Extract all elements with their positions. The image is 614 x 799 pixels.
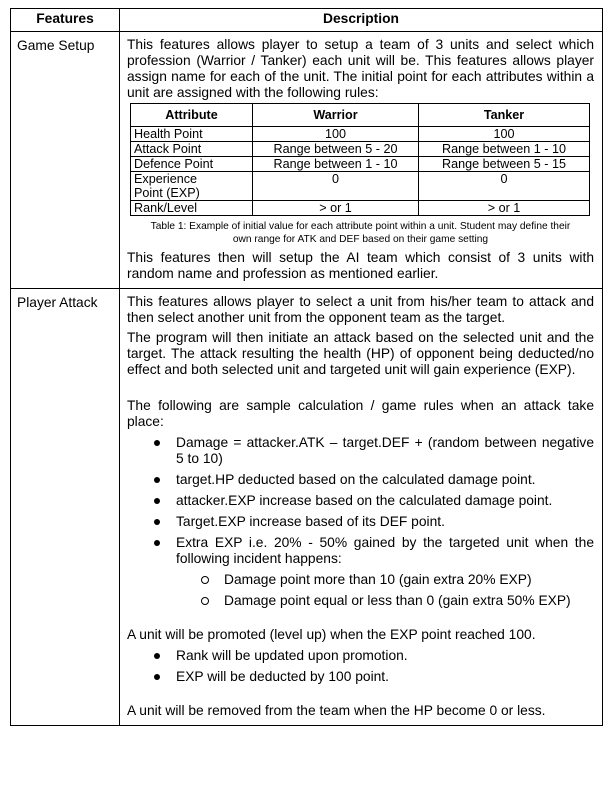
list-item: attacker.EXP increase based on the calculated damage point. <box>127 493 594 509</box>
list-item: Target.EXP increase based of its DEF point. <box>127 514 594 530</box>
tanker-value: Range between 1 - 10 <box>419 142 590 157</box>
warrior-col-header: Warrior <box>253 104 419 127</box>
tanker-col-header: Tanker <box>419 104 590 127</box>
list-item: Extra EXP i.e. 20% - 50% gained by the targeted unit when the following incident happens: <box>127 535 594 567</box>
attr-name: Defence Point <box>131 157 253 172</box>
rules-list <box>127 435 594 567</box>
table-row <box>131 142 590 157</box>
game-setup-description <box>120 32 603 289</box>
player-attack-description <box>120 289 603 726</box>
table-row <box>131 201 590 216</box>
player-attack-p1: This features allows player to select a unit from his/her team to attack and then select another unit from the opponent team as the target. <box>127 294 594 325</box>
list-item: Damage point more than 10 (gain extra 20% EXP) <box>127 572 594 588</box>
features-header: Features <box>11 9 120 32</box>
game-setup-row <box>11 32 603 289</box>
player-attack-p5: A unit will be removed from the team when the HP become 0 or less. <box>127 703 546 718</box>
promotion-list <box>127 648 594 685</box>
table-row <box>131 127 590 142</box>
tanker-value: > or 1 <box>419 201 590 216</box>
list-item: EXP will be deducted by 100 point. <box>127 669 594 685</box>
table-row <box>131 172 590 201</box>
attr-col-header: Attribute <box>131 104 253 127</box>
game-setup-outro: This features then will setup the AI team which consist of 3 units with random name and profession as mentioned earlier. <box>127 250 594 281</box>
tanker-value: 100 <box>419 127 590 142</box>
game-setup-intro: This features allows player to setup a team of 3 units and select which profession (Warrior / Tanker) each unit will be. This features allows player assign name for each of the unit. The initial point for each attributes within a unit are assigned with the following rules: <box>127 37 594 100</box>
list-item: Damage point equal or less than 0 (gain extra 50% EXP) <box>127 593 594 609</box>
tanker-value: 0 <box>419 172 590 201</box>
attribute-table <box>130 103 590 216</box>
attr-name: Attack Point <box>131 142 253 157</box>
warrior-value: Range between 1 - 10 <box>253 157 419 172</box>
warrior-value: 0 <box>253 172 419 201</box>
list-item: Rank will be updated upon promotion. <box>127 648 594 664</box>
tanker-value: Range between 5 - 15 <box>419 157 590 172</box>
player-attack-feature: Player Attack <box>11 289 120 726</box>
player-attack-p4: A unit will be promoted (level up) when the EXP point reached 100. <box>127 627 536 642</box>
game-setup-feature: Game Setup <box>11 32 120 289</box>
features-table <box>10 8 603 726</box>
list-item: Damage = attacker.ATK – target.DEF + (random between negative 5 to 10) <box>127 435 594 467</box>
description-header: Description <box>120 9 603 32</box>
player-attack-p3: The following are sample calculation / game rules when an attack take place: <box>127 398 594 429</box>
header-row <box>11 9 603 32</box>
warrior-value: > or 1 <box>253 201 419 216</box>
table-row <box>131 157 590 172</box>
table-caption: Table 1: Example of initial value for each attribute point within a unit. Student may define their own range for ATK and DEF based on their game setting <box>150 221 571 245</box>
attr-name: Rank/Level <box>131 201 253 216</box>
attr-name: Health Point <box>131 127 253 142</box>
extra-exp-list <box>127 572 594 609</box>
attr-name: Experience Point (EXP) <box>131 172 253 201</box>
player-attack-row <box>11 289 603 726</box>
attribute-table-header <box>131 104 590 127</box>
warrior-value: Range between 5 - 20 <box>253 142 419 157</box>
warrior-value: 100 <box>253 127 419 142</box>
list-item: target.HP deducted based on the calculated damage point. <box>127 472 594 488</box>
player-attack-p2: The program will then initiate an attack based on the selected unit and the target. The attack resulting the health (HP) of opponent being deducted/no effect and both selected unit and targeted unit will gain experience (EXP). <box>127 330 594 377</box>
